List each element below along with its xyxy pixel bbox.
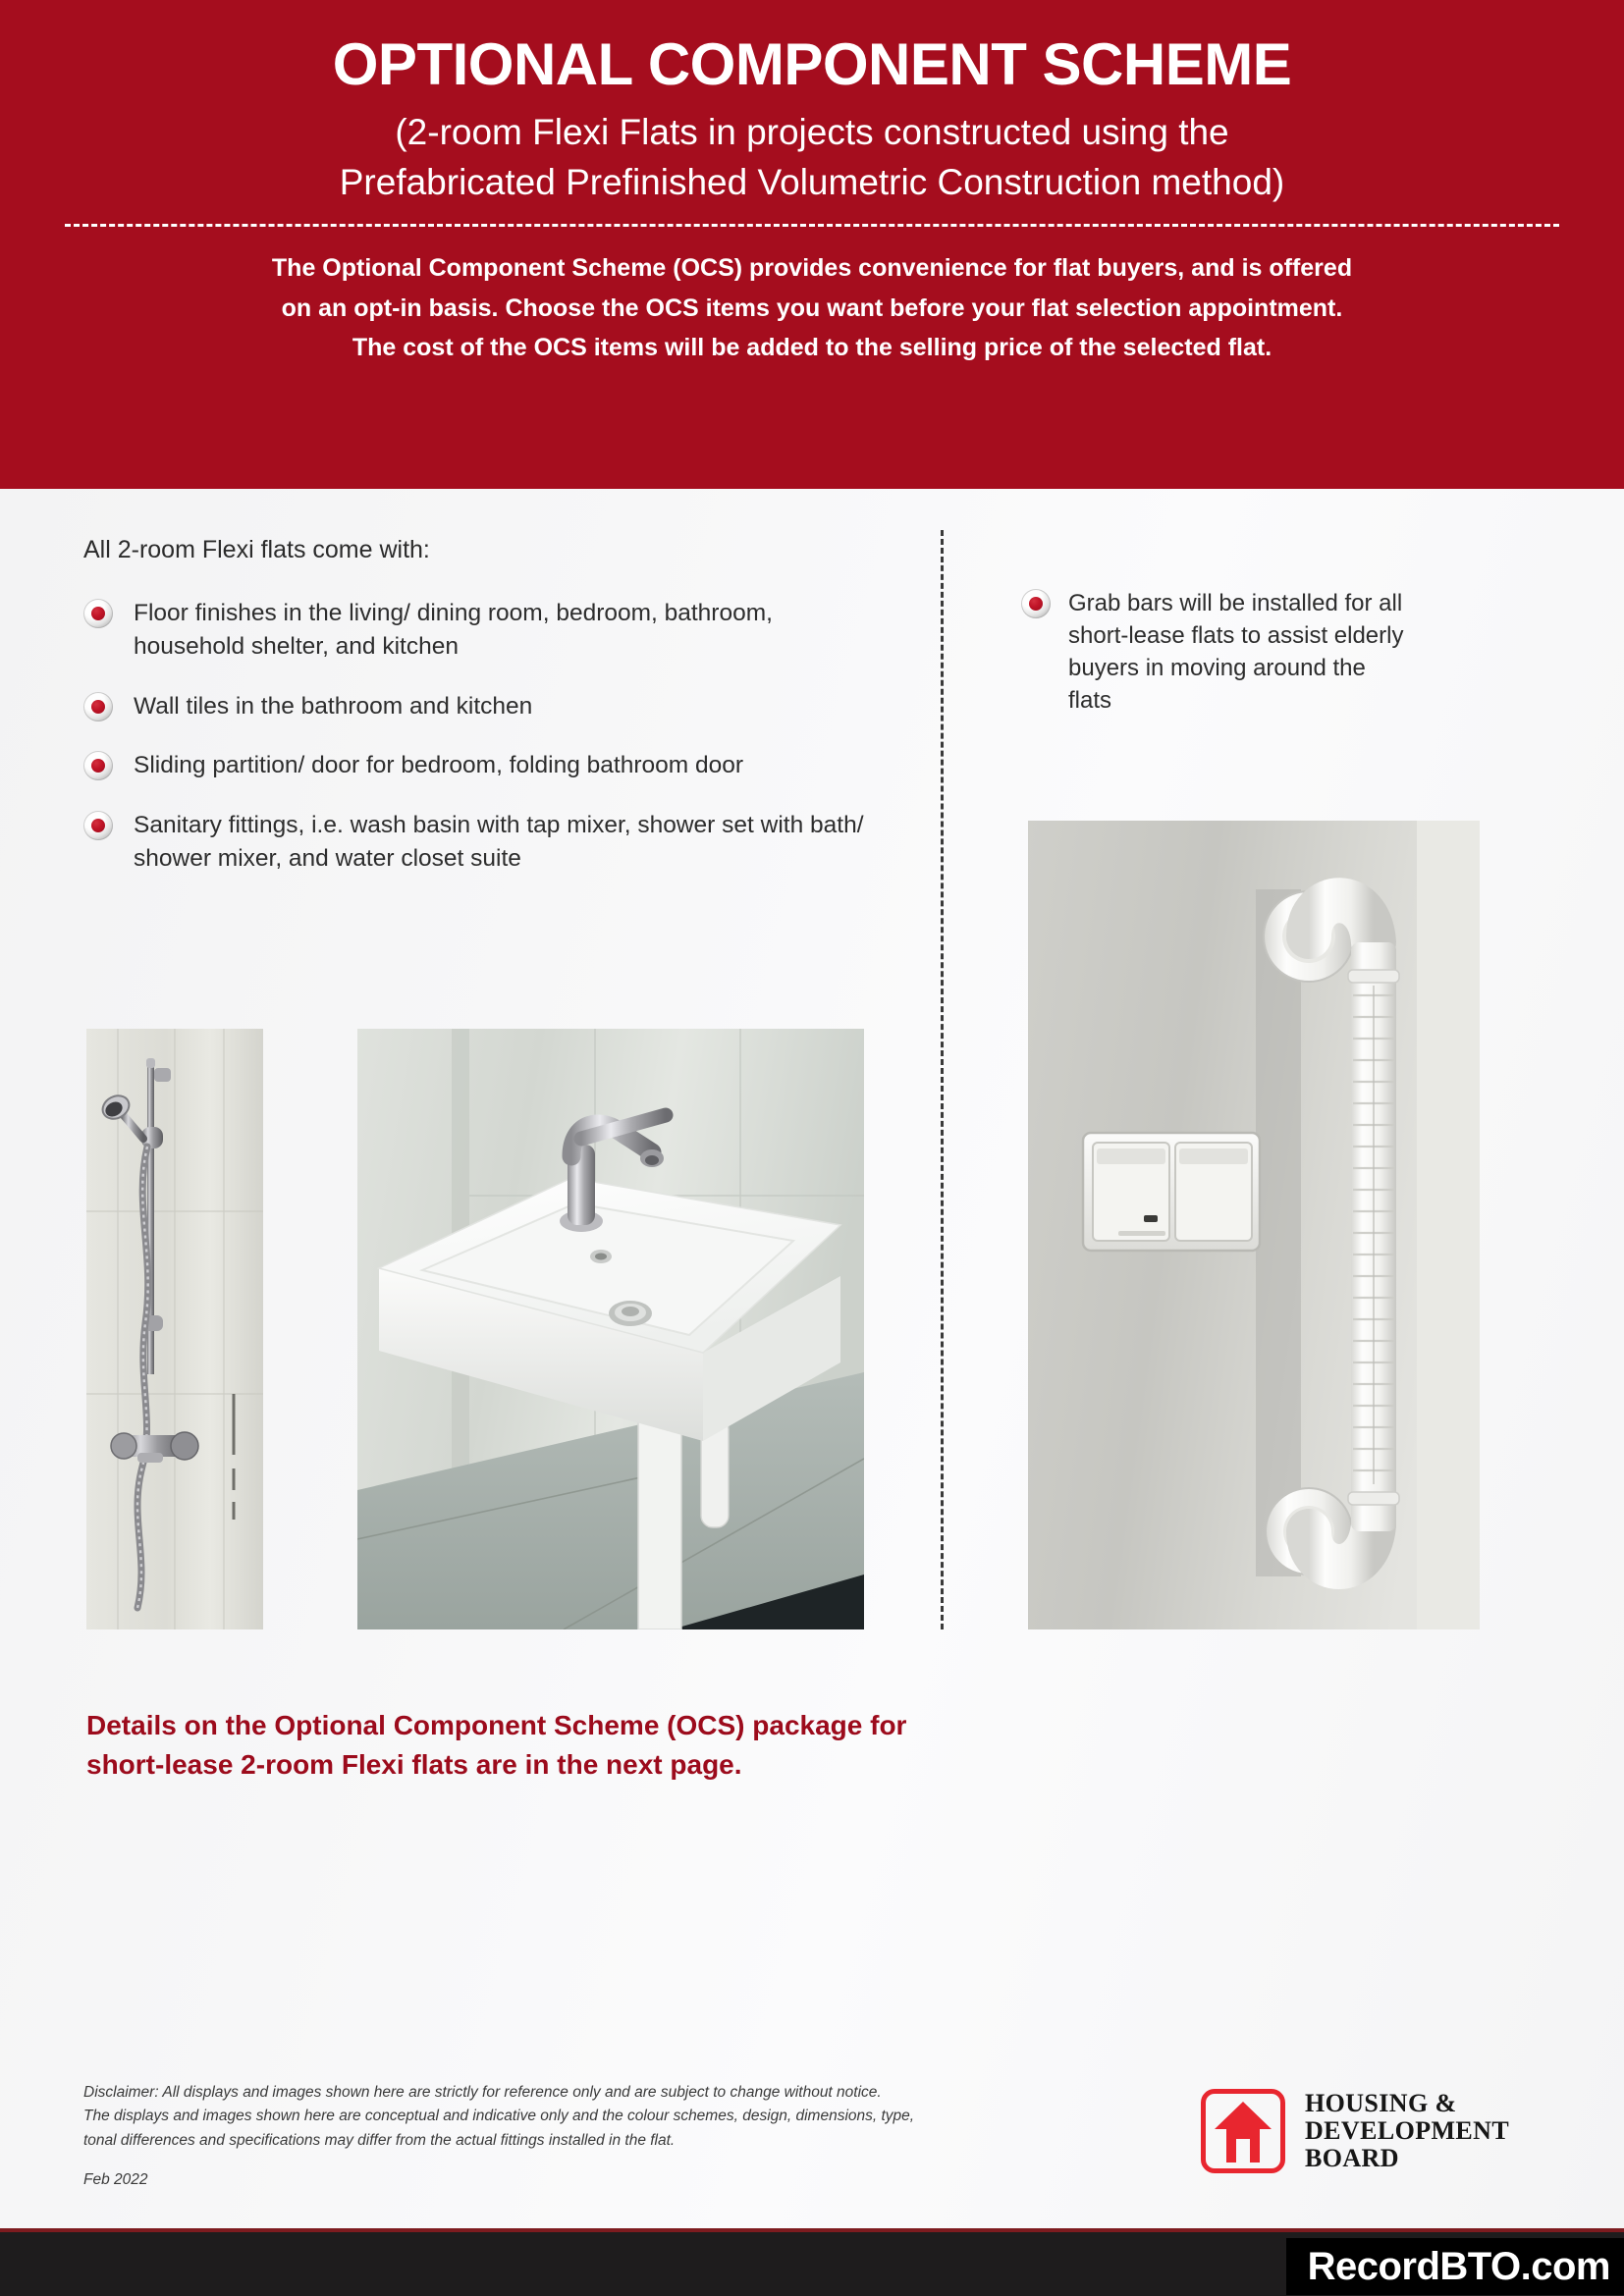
poster-header	[0, 0, 1624, 489]
publication-date: Feb 2022	[83, 2171, 148, 2188]
hdb-logo-line-2: DEVELOPMENT	[1305, 2115, 1510, 2145]
hdb-house-arrow-icon	[1201, 2089, 1285, 2173]
shower-set-photo	[86, 1029, 263, 1629]
bullet-disc-icon	[83, 599, 113, 628]
hdb-logo	[1201, 2089, 1509, 2173]
list-item-label: Sanitary fittings, i.e. wash basin with tap mixer, shower set with bath/ shower mixer, and water closet suite	[134, 812, 864, 872]
column-dashed-divider	[941, 530, 944, 1629]
bullet-disc-icon	[1021, 589, 1051, 618]
list-item	[83, 690, 889, 723]
list-item-label: Floor finishes in the living/ dining room, bedroom, bathroom, household shelter, and kitchen	[134, 600, 773, 660]
next-page-note-line-2: short-lease 2-room Flexi flats are in the next page.	[86, 1748, 742, 1780]
bullet-disc-icon	[83, 692, 113, 721]
grab-bar-illustration	[1028, 821, 1480, 1629]
disclaimer-line-3: tonal differences and specifications may differ from the actual fittings installed in the flat.	[83, 2131, 676, 2149]
list-item-label: Wall tiles in the bathroom and kitchen	[134, 692, 533, 720]
recordbto-watermark[interactable]	[1286, 2238, 1624, 2295]
next-page-note	[86, 1706, 906, 1785]
light-switch-illustration	[1083, 1133, 1260, 1251]
hdb-logo-line-3: BOARD	[1305, 2144, 1399, 2173]
list-item-label: Grab bars will be installed for all short-lease flats to assist elderly buyers in moving around the flats	[1068, 590, 1404, 715]
bullet-disc-icon	[83, 751, 113, 780]
left-feature-list	[83, 597, 889, 876]
disclaimer-line-1: Disclaimer: All displays and images shown here are strictly for reference only and are subject to change without notice.	[83, 2084, 882, 2101]
grab-bar-photo	[1028, 821, 1480, 1629]
intro-text: All 2-room Flexi flats come with:	[83, 536, 430, 563]
next-page-note-line-1: Details on the Optional Component Scheme (OCS) package for	[86, 1710, 907, 1740]
wash-basin-illustration	[357, 1029, 864, 1629]
page-subtitle-line-1: (2-room Flexi Flats in projects constructed using the	[395, 111, 1229, 152]
watermark-bar	[0, 2228, 1624, 2296]
hdb-logo-line-1: HOUSING &	[1305, 2088, 1457, 2117]
header-description-line-3: The cost of the OCS items will be added to the selling price of the selected flat.	[352, 334, 1272, 362]
header-description	[55, 248, 1569, 368]
recordbto-watermark-label: RecordBTO.com	[1307, 2244, 1610, 2288]
header-description-line-1: The Optional Component Scheme (OCS) provides convenience for flat buyers, and is offered	[271, 254, 1353, 283]
disclaimer-text	[83, 2081, 914, 2153]
list-item	[1021, 587, 1414, 717]
wash-basin-photo	[357, 1029, 864, 1629]
header-dashed-divider	[65, 224, 1559, 227]
page-title: OPTIONAL COMPONENT SCHEME	[332, 31, 1292, 97]
hdb-arrow-shape	[1213, 2100, 1273, 2164]
header-description-line-2: on an opt-in basis. Choose the OCS items you want before your flat selection appointment.	[281, 294, 1343, 322]
disclaimer-line-2: The displays and images shown here are conceptual and indicative only and the colour schemes, design, dimensions, type,	[83, 2108, 915, 2125]
list-item	[83, 749, 889, 782]
shower-set-illustration	[86, 1029, 263, 1629]
list-item	[83, 809, 889, 876]
list-item	[83, 597, 889, 664]
page-subtitle-line-2: Prefabricated Prefinished Volumetric Construction method)	[339, 161, 1285, 202]
bullet-disc-icon	[83, 811, 113, 840]
hdb-logo-text	[1305, 2090, 1509, 2172]
list-item-label: Sliding partition/ door for bedroom, folding bathroom door	[134, 752, 744, 779]
right-feature-list	[1021, 587, 1414, 717]
